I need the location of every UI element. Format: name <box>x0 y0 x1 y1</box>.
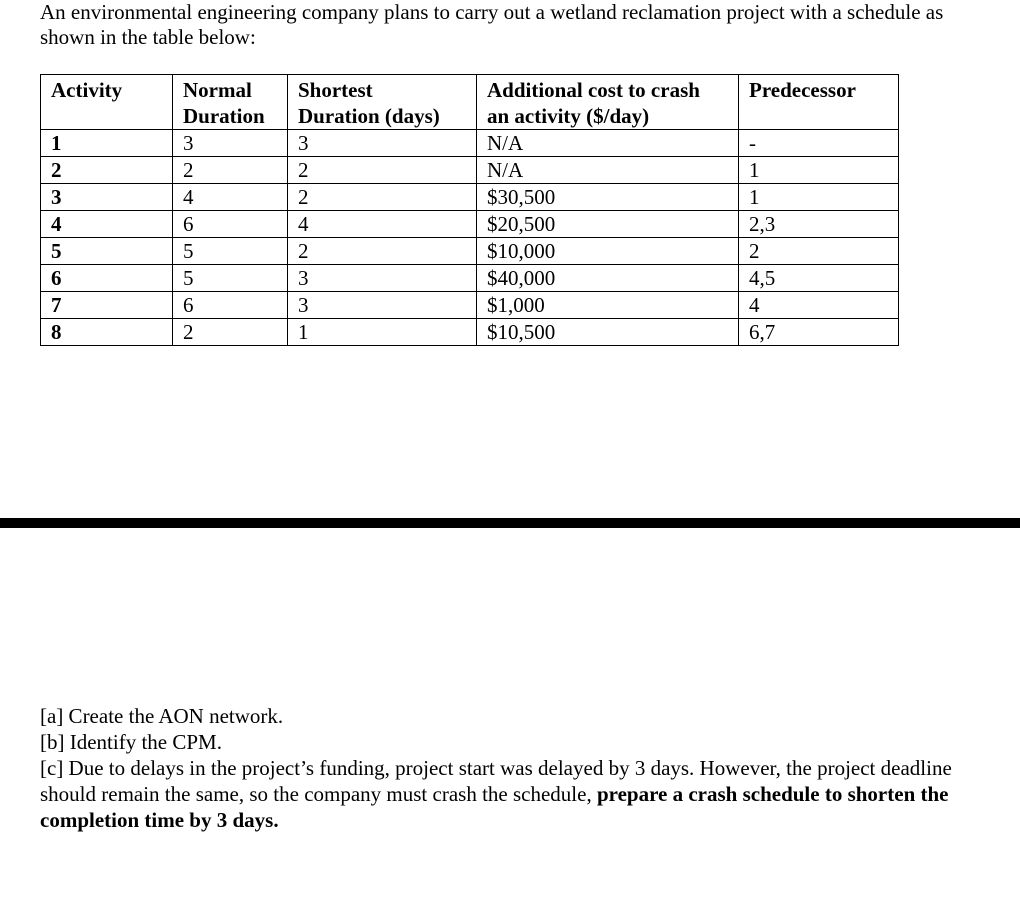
cell-crash-cost: N/A <box>477 157 739 184</box>
header-line: Shortest <box>298 78 373 102</box>
cell-crash-cost: N/A <box>477 130 739 157</box>
cell-crash-cost: $30,500 <box>477 184 739 211</box>
cell-activity: 4 <box>41 211 173 238</box>
header-line: Additional cost to crash <box>487 78 700 102</box>
cell-shortest-duration: 1 <box>288 319 477 346</box>
cell-crash-cost: $1,000 <box>477 292 739 319</box>
cell-shortest-duration: 2 <box>288 238 477 265</box>
cell-predecessor: 2 <box>739 238 899 265</box>
cell-predecessor: 1 <box>739 184 899 211</box>
question-c <box>40 755 1000 833</box>
cell-crash-cost: $10,500 <box>477 319 739 346</box>
cell-normal-duration: 5 <box>173 265 288 292</box>
cell-shortest-duration: 4 <box>288 211 477 238</box>
table-row <box>41 292 899 319</box>
cell-normal-duration: 6 <box>173 292 288 319</box>
header-line: Duration <box>183 104 265 128</box>
question-c-emphasis: prepare a crash schedule to shorten the completion time by 3 days. <box>40 782 949 832</box>
cell-activity: 8 <box>41 319 173 346</box>
header-line: Activity <box>51 78 123 102</box>
header-shortest-duration <box>288 75 477 130</box>
cell-predecessor: 4 <box>739 292 899 319</box>
cell-predecessor: - <box>739 130 899 157</box>
header-line: an activity ($/day) <box>487 104 650 128</box>
table-row <box>41 130 899 157</box>
cell-normal-duration: 3 <box>173 130 288 157</box>
header-normal-duration <box>173 75 288 130</box>
cell-shortest-duration: 3 <box>288 292 477 319</box>
cell-predecessor: 6,7 <box>739 319 899 346</box>
table-row <box>41 184 899 211</box>
cell-crash-cost: $40,000 <box>477 265 739 292</box>
cell-shortest-duration: 3 <box>288 265 477 292</box>
cell-normal-duration: 5 <box>173 238 288 265</box>
cell-activity: 2 <box>41 157 173 184</box>
table-row <box>41 265 899 292</box>
header-predecessor <box>739 75 899 130</box>
cell-predecessor: 4,5 <box>739 265 899 292</box>
section-divider <box>0 518 1020 528</box>
header-row <box>41 75 899 130</box>
cell-crash-cost: $10,000 <box>477 238 739 265</box>
cell-activity: 6 <box>41 265 173 292</box>
cell-activity: 5 <box>41 238 173 265</box>
header-activity <box>41 75 173 130</box>
question-c-text: [c] Due to delays in the project’s funding, project start was delayed by 3 days. However, the project deadline should remain the same, so the company must crash the schedule, <box>40 756 952 806</box>
header-crash-cost <box>477 75 739 130</box>
cell-predecessor: 2,3 <box>739 211 899 238</box>
cell-normal-duration: 2 <box>173 319 288 346</box>
cell-activity: 7 <box>41 292 173 319</box>
header-line: Duration (days) <box>298 104 440 128</box>
intro-paragraph: An environmental engineering company plans to carry out a wetland reclamation project with a schedule as shown in the table below: <box>40 0 944 49</box>
cell-activity: 3 <box>41 184 173 211</box>
table-row <box>41 319 899 346</box>
cell-predecessor: 1 <box>739 157 899 184</box>
cell-normal-duration: 2 <box>173 157 288 184</box>
header-line: Predecessor <box>749 78 856 102</box>
table-header <box>41 75 899 130</box>
cell-shortest-duration: 2 <box>288 184 477 211</box>
question-b: [b] Identify the CPM. <box>40 730 222 754</box>
cell-crash-cost: $20,500 <box>477 211 739 238</box>
questions-block <box>40 703 1000 833</box>
schedule-table <box>40 74 899 346</box>
question-a: [a] Create the AON network. <box>40 704 284 728</box>
cell-normal-duration: 6 <box>173 211 288 238</box>
cell-activity: 1 <box>41 130 173 157</box>
table-row <box>41 238 899 265</box>
header-line: Normal <box>183 78 252 102</box>
cell-normal-duration: 4 <box>173 184 288 211</box>
table-row <box>41 157 899 184</box>
table-body <box>41 130 899 346</box>
table-row <box>41 211 899 238</box>
cell-shortest-duration: 3 <box>288 130 477 157</box>
cell-shortest-duration: 2 <box>288 157 477 184</box>
